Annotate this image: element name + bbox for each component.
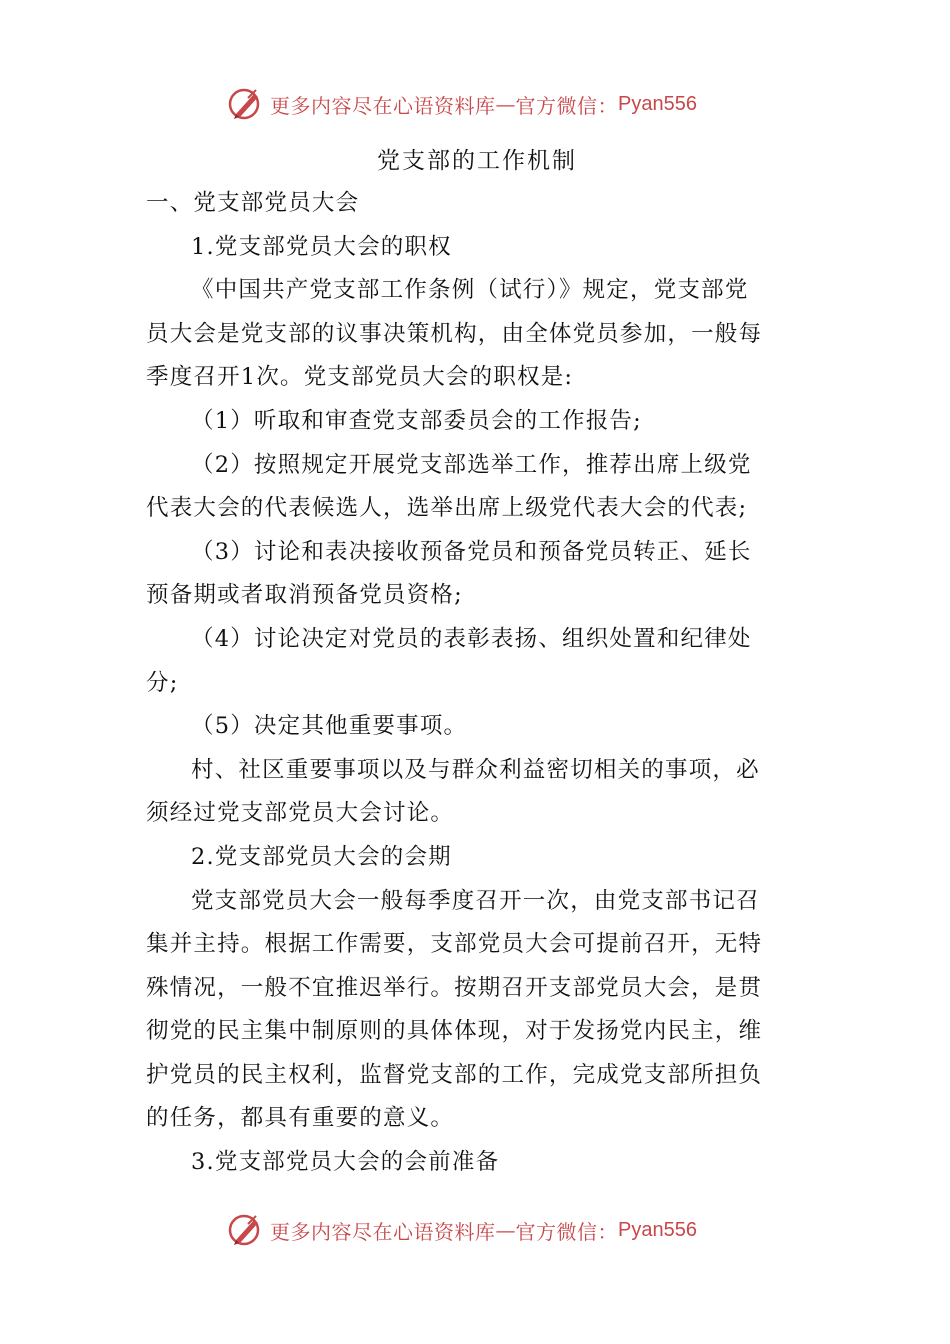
section-heading: 一、党支部党员大会 bbox=[146, 190, 360, 216]
list-item: （5）决定其他重要事项。 bbox=[191, 713, 468, 740]
document-title: 党支部的工作机制 bbox=[377, 148, 577, 174]
list-item: （1）听取和审查党支部委员会的工作报告; bbox=[191, 407, 642, 434]
paragraph-line: 殊情况，一般不宜推迟举行。按期召开支部党员大会，是贯 bbox=[146, 974, 763, 1001]
watermark-wechat-id: Pyan556 bbox=[618, 92, 697, 115]
pen-logo-icon bbox=[226, 1210, 266, 1250]
watermark-brand-text: 更多内容尽在心语资料库 bbox=[270, 93, 496, 118]
watermark-banner-bottom bbox=[226, 1210, 746, 1250]
watermark-wechat-id: Pyan556 bbox=[618, 1218, 697, 1241]
paragraph-line: 须经过党支部党员大会讨论。 bbox=[146, 800, 455, 827]
paragraph-line: 季度召开1次。党支部党员大会的职权是: bbox=[146, 364, 574, 391]
list-item: （2）按照规定开展党支部选举工作，推荐出席上级党 bbox=[191, 451, 752, 478]
paragraph-line: 护党员的民主权利，监督党支部的工作，完成党支部所担负 bbox=[146, 1061, 763, 1088]
paragraph-line: 《中国共产党支部工作条例（试行）》规定，党支部党 bbox=[191, 277, 749, 304]
watermark-separator: — bbox=[495, 92, 516, 116]
paragraph-line: 村、社区重要事项以及与群众利益密切相关的事项，必 bbox=[191, 756, 760, 783]
document-page bbox=[146, 140, 808, 1185]
paragraph-line: 的任务，都具有重要的意义。 bbox=[146, 1105, 455, 1132]
watermark-suffix-text: 官方微信： bbox=[515, 1219, 618, 1244]
list-item: （3）讨论和表决接收预备党员和预备党员转正、延长 bbox=[191, 538, 752, 565]
list-item: （4）讨论决定对党员的表彰表扬、组织处置和纪律处 bbox=[191, 625, 752, 652]
pen-logo-icon bbox=[226, 84, 266, 124]
paragraph-line: 员大会是党支部的议事决策机构，由全体党员参加，一般每 bbox=[146, 320, 763, 347]
paragraph-line: 彻党的民主集中制原则的具体体现，对于发扬党内民主，维 bbox=[146, 1018, 763, 1045]
list-item-continuation: 预备期或者取消预备党员资格; bbox=[146, 582, 463, 609]
watermark-suffix-text: 官方微信： bbox=[515, 93, 618, 118]
list-item-continuation: 分; bbox=[146, 669, 179, 696]
subsection-heading: 1.党支部党员大会的职权 bbox=[191, 233, 452, 260]
paragraph-line: 集并主持。根据工作需要，支部党员大会可提前召开，无特 bbox=[146, 931, 763, 958]
subsection-heading: 3.党支部党员大会的会前准备 bbox=[191, 1149, 500, 1176]
watermark-banner-top bbox=[226, 84, 746, 124]
list-item-continuation: 代表大会的代表候选人，选举出席上级党代表大会的代表; bbox=[146, 495, 748, 522]
watermark-brand-text: 更多内容尽在心语资料库 bbox=[270, 1219, 496, 1244]
subsection-heading: 2.党支部党员大会的会期 bbox=[191, 843, 452, 870]
watermark-separator: — bbox=[495, 1218, 516, 1242]
paragraph-line: 党支部党员大会一般每季度召开一次，由党支部书记召 bbox=[191, 887, 760, 914]
